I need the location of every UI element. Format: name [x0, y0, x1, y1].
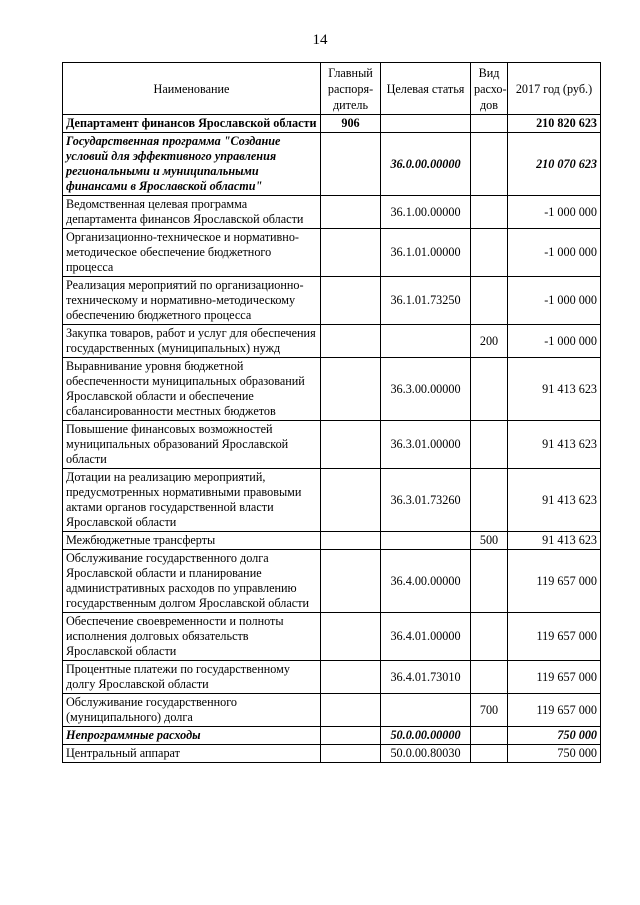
row-amount-cell: 91 413 623 — [508, 358, 601, 421]
row-chief-cell — [321, 196, 381, 229]
row-name-cell: Обслуживание государственного (муниципального) долга — [63, 694, 321, 727]
row-expense-type-cell — [471, 469, 508, 532]
row-amount-cell: -1 000 000 — [508, 196, 601, 229]
row-name-cell: Процентные платежи по государственному долгу Ярославской области — [63, 661, 321, 694]
table-row — [63, 115, 601, 133]
row-target-cell — [381, 325, 471, 358]
row-target-cell: 36.3.01.73260 — [381, 469, 471, 532]
row-amount-cell: 119 657 000 — [508, 694, 601, 727]
table-row — [63, 694, 601, 727]
row-target-cell: 50.0.00.80030 — [381, 745, 471, 763]
header-name: Наименование — [63, 63, 321, 115]
row-amount-cell: 750 000 — [508, 745, 601, 763]
row-name-cell: Выравнивание уровня бюджетной обеспеченности муниципальных образований Ярославской области и обеспечение сбалансированности местных бюджетов — [63, 358, 321, 421]
row-chief-cell — [321, 277, 381, 325]
row-chief-cell — [321, 358, 381, 421]
row-name-cell: Повышение финансовых возможностей муниципальных образований Ярославской области — [63, 421, 321, 469]
row-expense-type-cell: 500 — [471, 532, 508, 550]
row-name-cell: Реализация мероприятий по организационно-техническому и нормативно-методическому обеспечению бюджетного процесса — [63, 277, 321, 325]
table-row — [63, 358, 601, 421]
table-header-row — [63, 63, 601, 115]
table-row — [63, 421, 601, 469]
row-target-cell: 36.4.01.00000 — [381, 613, 471, 661]
table-body — [63, 115, 601, 763]
row-expense-type-cell — [471, 661, 508, 694]
row-target-cell — [381, 694, 471, 727]
row-expense-type-cell — [471, 745, 508, 763]
table-row — [63, 727, 601, 745]
row-target-cell: 36.1.01.73250 — [381, 277, 471, 325]
row-chief-cell — [321, 694, 381, 727]
table-row — [63, 469, 601, 532]
row-target-cell: 36.3.01.00000 — [381, 421, 471, 469]
page-number: 14 — [312, 32, 328, 48]
row-name-cell: Организационно-техническое и нормативно-методическое обеспечение бюджетного процесса — [63, 229, 321, 277]
row-target-cell — [381, 532, 471, 550]
row-expense-type-cell — [471, 358, 508, 421]
table-row — [63, 661, 601, 694]
table-row — [63, 745, 601, 763]
row-amount-cell: 91 413 623 — [508, 532, 601, 550]
row-chief-cell — [321, 727, 381, 745]
row-amount-cell: 91 413 623 — [508, 469, 601, 532]
table-row — [63, 277, 601, 325]
row-amount-cell: 210 070 623 — [508, 133, 601, 196]
table-row — [63, 196, 601, 229]
row-chief-cell — [321, 550, 381, 613]
row-expense-type-cell — [471, 550, 508, 613]
row-chief-cell — [321, 469, 381, 532]
table-row — [63, 325, 601, 358]
row-expense-type-cell — [471, 613, 508, 661]
row-name-cell: Департамент финансов Ярославской области — [63, 115, 321, 133]
row-amount-cell: -1 000 000 — [508, 325, 601, 358]
row-name-cell: Государственная программа "Создание условий для эффективного управления региональными и муниципальными финансами в Ярославской области" — [63, 133, 321, 196]
row-amount-cell: -1 000 000 — [508, 277, 601, 325]
row-expense-type-cell — [471, 727, 508, 745]
row-name-cell: Закупка товаров, работ и услуг для обеспечения государственных (муниципальных) нужд — [63, 325, 321, 358]
row-name-cell: Межбюджетные трансферты — [63, 532, 321, 550]
row-expense-type-cell — [471, 421, 508, 469]
row-name-cell: Дотации на реализацию мероприятий, предусмотренных нормативными правовыми актами органов государственной власти Ярославской области — [63, 469, 321, 532]
budget-table — [62, 62, 601, 763]
row-target-cell: 36.1.00.00000 — [381, 196, 471, 229]
table-row — [63, 133, 601, 196]
row-target-cell: 36.1.01.00000 — [381, 229, 471, 277]
row-chief-cell — [321, 613, 381, 661]
row-name-cell: Непрограммные расходы — [63, 727, 321, 745]
row-amount-cell: 91 413 623 — [508, 421, 601, 469]
row-chief-cell: 906 — [321, 115, 381, 133]
row-chief-cell — [321, 229, 381, 277]
row-expense-type-cell — [471, 277, 508, 325]
row-name-cell: Обслуживание государственного долга Ярославской области и планирование административных расходов по управлению государственным долгом Ярославской области — [63, 550, 321, 613]
table-row — [63, 532, 601, 550]
row-chief-cell — [321, 745, 381, 763]
row-chief-cell — [321, 661, 381, 694]
row-target-cell: 36.0.00.00000 — [381, 133, 471, 196]
row-chief-cell — [321, 532, 381, 550]
row-target-cell: 36.4.01.73010 — [381, 661, 471, 694]
header-chief: Главный распоря-дитель — [321, 63, 381, 115]
row-expense-type-cell: 200 — [471, 325, 508, 358]
row-target-cell: 36.4.00.00000 — [381, 550, 471, 613]
row-amount-cell: 210 820 623 — [508, 115, 601, 133]
table-row — [63, 613, 601, 661]
row-chief-cell — [321, 325, 381, 358]
row-amount-cell: 119 657 000 — [508, 613, 601, 661]
row-amount-cell: -1 000 000 — [508, 229, 601, 277]
row-chief-cell — [321, 421, 381, 469]
row-chief-cell — [321, 133, 381, 196]
row-name-cell: Центральный аппарат — [63, 745, 321, 763]
row-expense-type-cell — [471, 229, 508, 277]
row-expense-type-cell — [471, 196, 508, 229]
table-row — [63, 229, 601, 277]
row-amount-cell: 750 000 — [508, 727, 601, 745]
row-name-cell: Обеспечение своевременности и полноты исполнения долговых обязательств Ярославской области — [63, 613, 321, 661]
row-amount-cell: 119 657 000 — [508, 550, 601, 613]
row-target-cell: 50.0.00.00000 — [381, 727, 471, 745]
header-expense-type: Вид расхо-дов — [471, 63, 508, 115]
header-amount: 2017 год (руб.) — [508, 63, 601, 115]
row-expense-type-cell — [471, 133, 508, 196]
row-name-cell: Ведомственная целевая программа департамента финансов Ярославской области — [63, 196, 321, 229]
row-expense-type-cell — [471, 115, 508, 133]
table-row — [63, 550, 601, 613]
row-target-cell: 36.3.00.00000 — [381, 358, 471, 421]
row-target-cell — [381, 115, 471, 133]
row-expense-type-cell: 700 — [471, 694, 508, 727]
header-target: Целевая статья — [381, 63, 471, 115]
row-amount-cell: 119 657 000 — [508, 661, 601, 694]
